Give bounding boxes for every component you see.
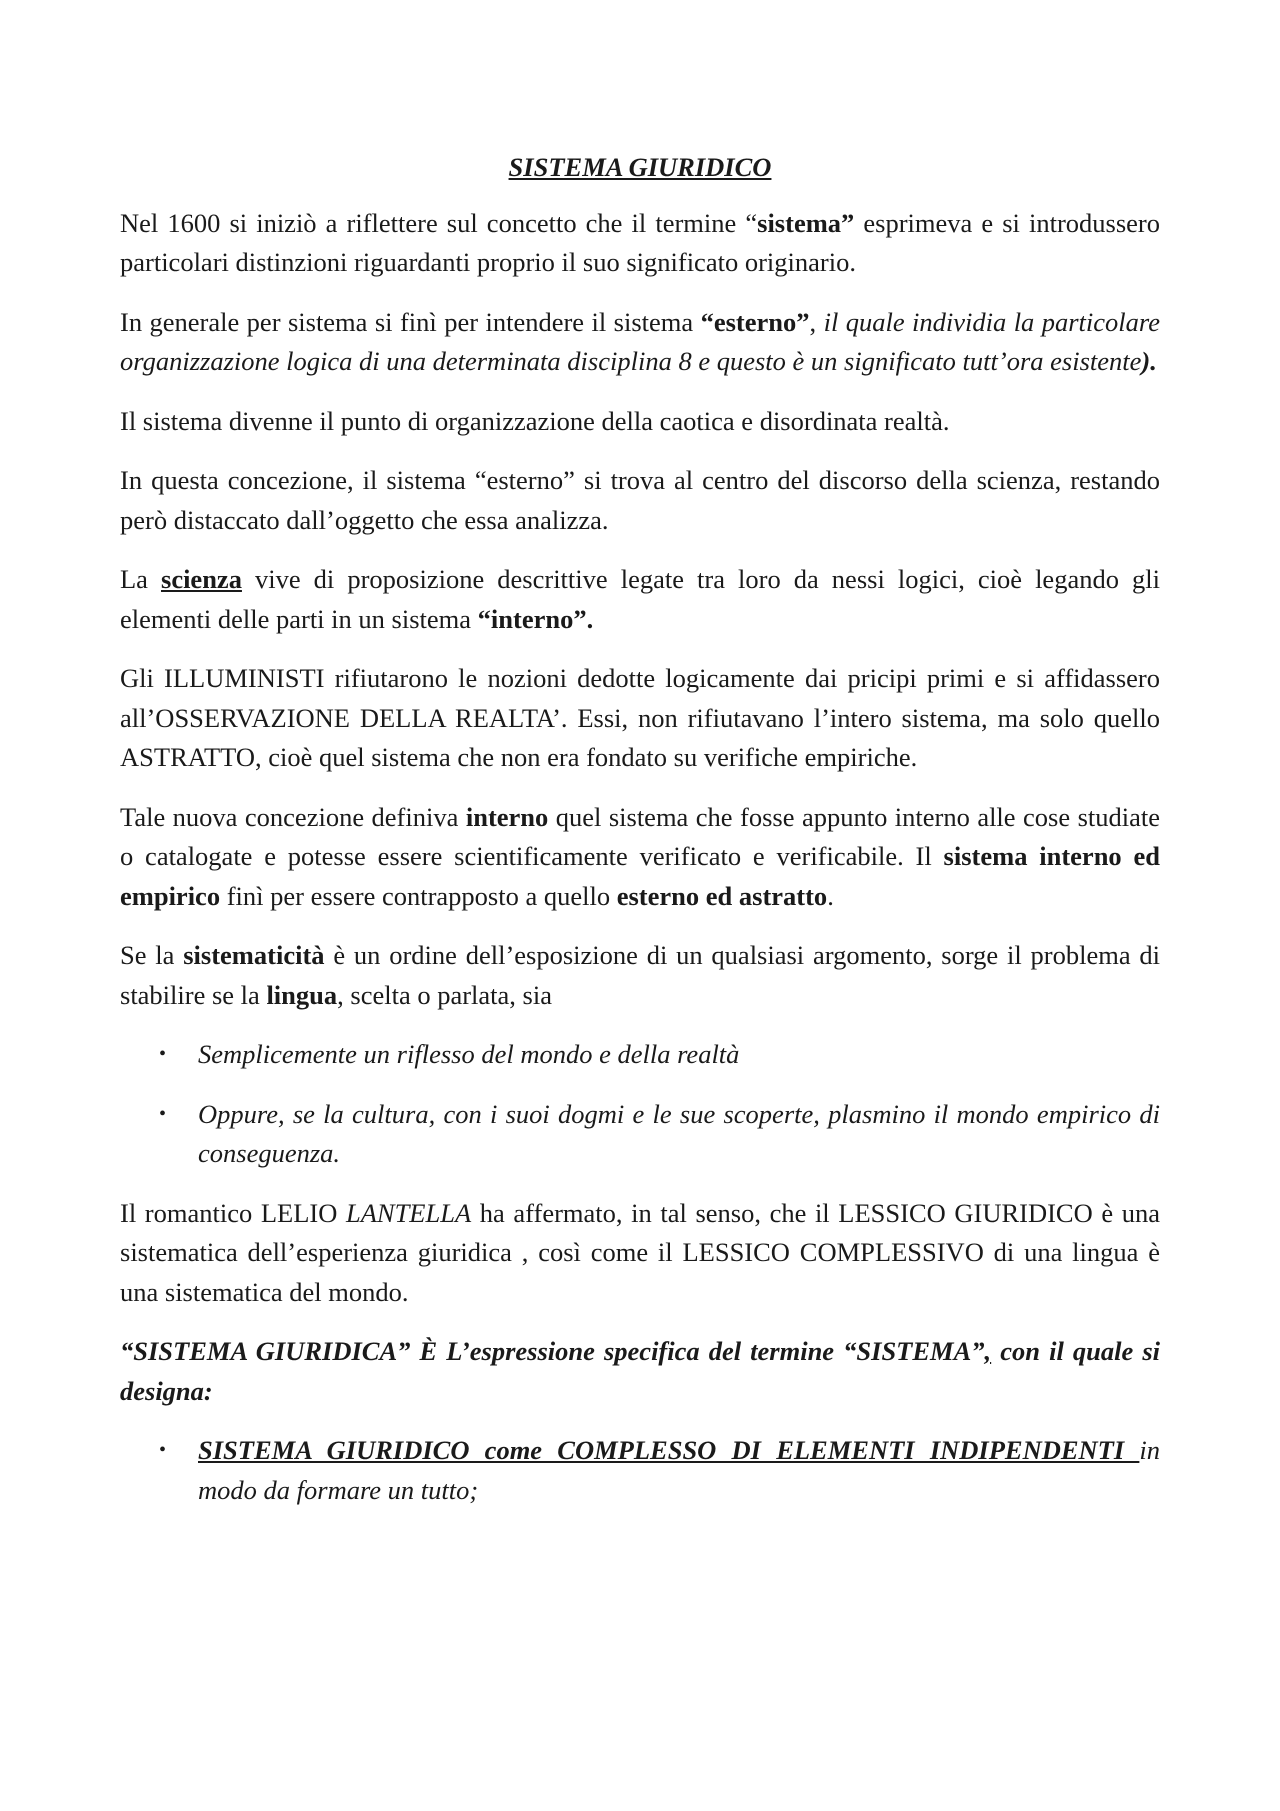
bullet-icon: • <box>159 1102 167 1125</box>
paragraph-8: Se la sistematicità è un ordine dell’esposizione di un qualsiasi argomento, sorge il problema di stabilire se la lingua, scelta o parlata, sia <box>120 940 1160 1010</box>
paragraph-1: Nel 1600 si iniziò a riflettere sul concetto che il termine “sistema” esprimeva e si introdussero particolari distinzioni riguardanti proprio il suo significato originario. <box>120 207 1160 277</box>
paragraph-2: In generale per sistema si finì per intendere il sistema “esterno”, il quale individia la particolare organizzazione logica di una determinata disciplina 8 e questo è un significato tutt’ora esistente). <box>120 306 1160 376</box>
document-page <box>120 148 1160 1530</box>
list-item: • Oppure, se la cultura, con i suoi dogmi e le sue scoperte, plasmino il mondo empirico di conseguenza. <box>120 1095 1160 1174</box>
bullet-icon: • <box>159 1043 167 1065</box>
paragraph-7: Tale nuova concezione definiva interno quel sistema che fosse appunto interno alle cose studiate o catalogate e potesse essere scientificamente verificato e verificabile. Il sistema interno ed empirico finì per essere contrapposto a quello esterno ed astratto. <box>120 801 1161 911</box>
paragraph-10: “SISTEMA GIURIDICA” È L’espressione specifica del termine “SISTEMA”, con il quale si designa: <box>120 1336 1160 1406</box>
paragraph-3: Il sistema divenne il punto di organizzazione della caotica e disordinata realtà. <box>120 405 950 436</box>
bullet-list-1 <box>120 1035 1160 1174</box>
list-item: • Semplicemente un riflesso del mondo e della realtà <box>120 1035 1160 1075</box>
paragraph-4: In questa concezione, il sistema “esterno” si trova al centro del discorso della scienza, restando però distaccato dall’oggetto che essa analizza. <box>120 465 1160 535</box>
paragraph-9: Il romantico LELIO LANTELLA ha affermato, in tal senso, che il LESSICO GIURIDICO è una sistematica dell’esperienza giuridica , così come il LESSICO COMPLESSIVO di una lingua è una sistematica del mondo. <box>120 1197 1160 1307</box>
paragraph-5: La scienza vive di proposizione descrittive legate tra loro da nessi logici, cioè legando gli elementi delle parti in un sistema “interno”. <box>120 564 1160 634</box>
list-item: • SISTEMA GIURIDICO come COMPLESSO DI ELEMENTI INDIPENDENTI in modo da formare un tutto; <box>120 1431 1160 1510</box>
bullet-list-2 <box>120 1431 1160 1510</box>
bullet-icon: • <box>159 1439 167 1461</box>
paragraph-6: Gli ILLUMINISTI rifiutarono le nozioni dedotte logicamente dai pricipi primi e si affidassero all’OSSERVAZIONE DELLA REALTA’. Essi, non rifiutavano l’intero sistema, ma solo quello ASTRATTO, cioè quel sistema che non era fondato su verifiche empiriche. <box>120 663 1160 772</box>
document-title: SISTEMA GIURIDICO <box>508 152 772 182</box>
